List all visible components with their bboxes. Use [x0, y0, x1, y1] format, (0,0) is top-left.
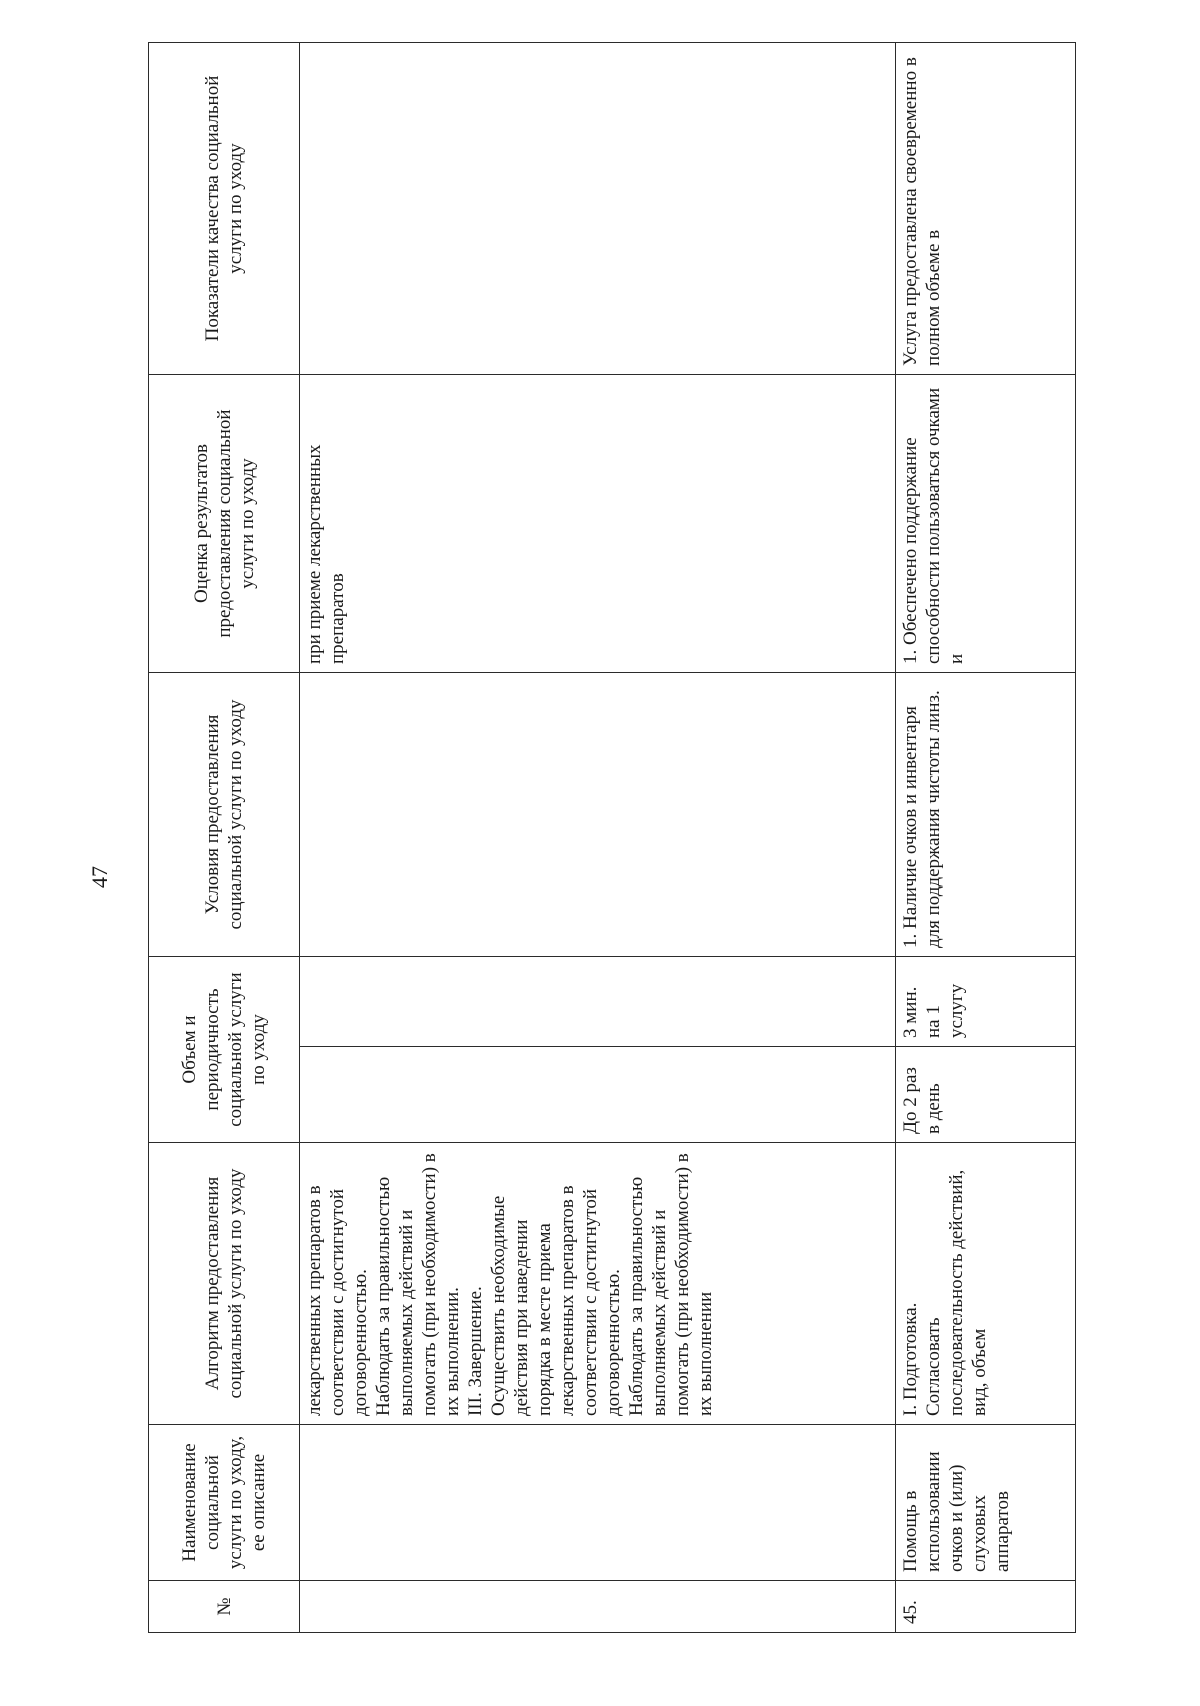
cell-duration: 3 мин. на 1 услугу [896, 957, 1076, 1047]
care-services-table [148, 42, 1076, 1633]
header-algorithm: Алгоритм предоставления социальной услуги по уходу [149, 1143, 300, 1425]
header-no: № [149, 1581, 300, 1633]
header-name: Наименование социальной услуги по уходу, ее описание [149, 1425, 300, 1581]
cell-algorithm: лекарственных препаратов в соответствии с достигнутой договоренностью. Наблюдать за правильностью выполняемых действий и помогать (при необходимости) в их выполнении. III. Завершение. Осуществить необходимые действия при наведении порядка в месте приема лекарственных препаратов в соответствии с достигнутой договоренностью. Наблюдать за правильностью выполняемых действий и помогать (при необходимости) в их выполнении [300, 1143, 896, 1425]
cell-no [300, 1581, 896, 1633]
cell-conditions [300, 673, 896, 957]
cell-quality [300, 43, 896, 375]
table-row [300, 43, 896, 1633]
cell-evaluation: 1. Обеспечено поддержание способности пользоваться очками и [896, 375, 1076, 673]
cell-evaluation: при приеме лекарственных препаратов [300, 375, 896, 673]
page-number: 47 [87, 866, 112, 888]
cell-no: 45. [896, 1581, 1076, 1633]
header-quality: Показатели качества социальной услуги по уходу [149, 43, 300, 375]
cell-quality: Услуга предоставлена своевременно в полном объеме в [896, 43, 1076, 375]
header-row [149, 43, 300, 1633]
cell-algorithm: I. Подготовка. Согласовать последовательность действий, вид, объем [896, 1143, 1076, 1425]
cell-frequency [300, 1047, 896, 1143]
table-row [896, 43, 1076, 1633]
cell-duration [300, 957, 896, 1047]
cell-frequency: До 2 раз в день [896, 1047, 1076, 1143]
header-evaluation: Оценка результатов предоставления социальной услуги по уходу [149, 375, 300, 673]
cell-name: Помощь в использовании очков и (или) слуховых аппаратов [896, 1425, 1076, 1581]
header-volume: Объем и периодичность социальной услуги по уходу [149, 957, 300, 1143]
cell-conditions: 1. Наличие очков и инвентаря для поддержания чистоты линз. [896, 673, 1076, 957]
header-conditions: Условия предоставления социальной услуги по уходу [149, 673, 300, 957]
cell-name [300, 1425, 896, 1581]
